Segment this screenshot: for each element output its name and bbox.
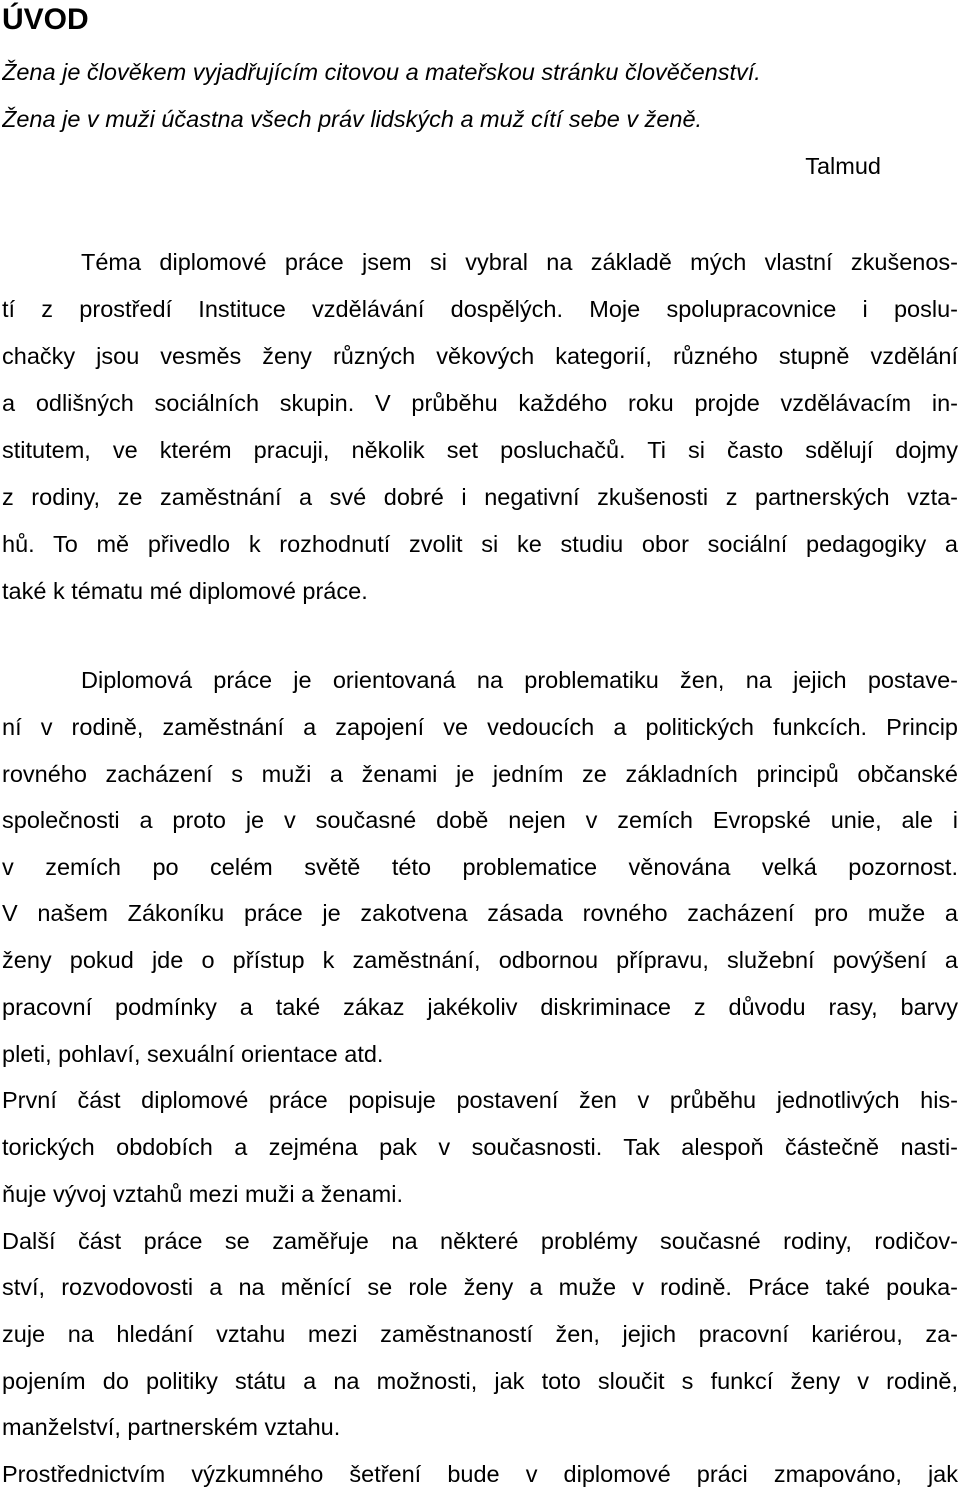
paragraph-line: a odlišných sociálních skupin. V průběhu každého roku projde vzdělávacím in-	[2, 390, 958, 416]
paragraph-line: torických obdobích a zejména pak v současnosti. Tak alespoň částečně nasti-	[2, 1134, 958, 1160]
paragraph-line: pracovní podmínky a také zákaz jakékoliv diskriminace z důvodu rasy, barvy	[2, 994, 958, 1020]
motto-source: Talmud	[805, 153, 881, 179]
paragraph-line: zuje na hledání vztahu mezi zaměstnaností žen, jejich pracovní kariérou, za-	[2, 1321, 958, 1347]
paragraph-line: z rodiny, ze zaměstnání a své dobré i negativní zkušenosti z partnerských vzta-	[2, 484, 958, 510]
motto-line-2: Žena je v muži účastna všech práv lidských a muž cítí sebe v ženě.	[2, 106, 703, 132]
motto-line-1: Žena je člověkem vyjadřujícím citovou a mateřskou stránku člověčenství.	[2, 59, 761, 85]
paragraph-line: v zemích po celém světě této problematice věnována velká pozornost.	[2, 854, 958, 880]
paragraph-line: ní v rodině, zaměstnání a zapojení ve vedoucích a politických funkcích. Princip	[2, 714, 958, 740]
paragraph-line: manželství, partnerském vztahu.	[2, 1414, 341, 1440]
paragraph-line: Další část práce se zaměřuje na některé problémy současné rodiny, rodičov-	[2, 1228, 958, 1254]
paragraph-line: ňuje vývoj vztahů mezi muži a ženami.	[2, 1181, 403, 1207]
paragraph-line: pojením do politiky státu a na možnosti, jak toto sloučit s funkcí ženy v rodině,	[2, 1368, 958, 1394]
paragraph-line: tí z prostředí Instituce vzdělávání dospělých. Moje spolupracovnice i poslu-	[2, 296, 958, 322]
paragraph-line: také k tématu mé diplomové práce.	[2, 578, 368, 604]
paragraph-line: Prostřednictvím výzkumného šetření bude v diplomové práci zmapováno, jak	[2, 1461, 958, 1487]
paragraph-line: hů. To mě přivedlo k rozhodnutí zvolit si ke studiu obor sociální pedagogiky a	[2, 531, 958, 557]
paragraph-line: pleti, pohlaví, sexuální orientace atd.	[2, 1041, 384, 1067]
paragraph-line: ženy pokud jde o přístup k zaměstnání, odbornou přípravu, služební povýšení a	[2, 947, 958, 973]
paragraph-line: společnosti a proto je v současné době nejen v zemích Evropské unie, ale i	[2, 807, 958, 833]
paragraph-line: Téma diplomové práce jsem si vybral na základě mých vlastní zkušenos-	[81, 249, 958, 275]
paragraph-line: První část diplomové práce popisuje postavení žen v průběhu jednotlivých his-	[2, 1087, 958, 1113]
paragraph-line: stitutem, ve kterém pracuji, několik set posluchačů. Ti si často sdělují dojmy	[2, 437, 958, 463]
paragraph-line: chačky jsou vesměs ženy různých věkových kategorií, různého stupně vzdělání	[2, 343, 958, 369]
paragraph-line: Diplomová práce je orientovaná na problematiku žen, na jejich postave-	[81, 667, 958, 693]
paragraph-line: ství, rozvodovosti a na měnící se role ženy a muže v rodině. Práce také pouka-	[2, 1274, 958, 1300]
paragraph-line: rovného zacházení s muži a ženami je jedním ze základních principů občanské	[2, 761, 958, 787]
section-heading: ÚVOD	[2, 3, 89, 36]
paragraph-line: V našem Zákoníku práce je zakotvena zásada rovného zacházení pro muže a	[2, 900, 958, 926]
